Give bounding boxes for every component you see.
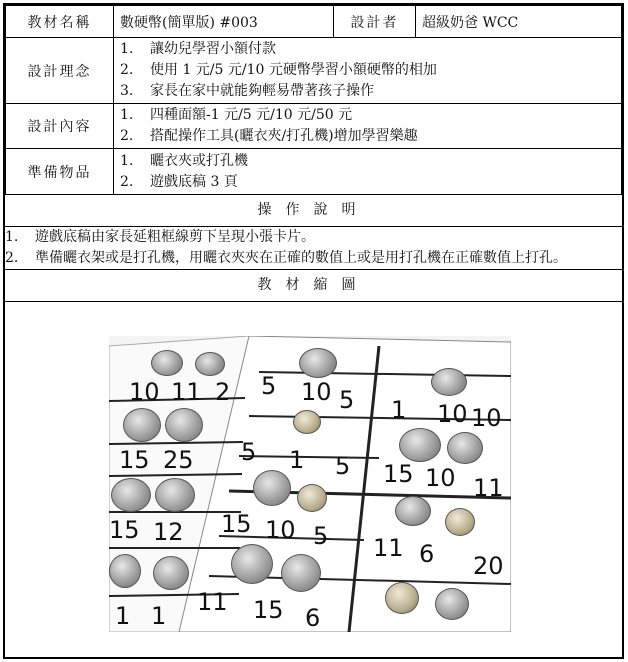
card-number: 10	[437, 400, 468, 428]
coin-icon	[111, 478, 151, 512]
coin-icon	[385, 582, 419, 614]
preview-title: 教材縮圖	[5, 270, 622, 302]
coin-icon	[445, 508, 475, 536]
coin-icon	[151, 350, 183, 376]
preview-photo	[109, 336, 511, 632]
coin-icon	[231, 544, 273, 584]
card-number: 11	[373, 534, 404, 562]
coin-icon	[253, 470, 291, 506]
coin-icon	[447, 432, 483, 464]
coin-icon	[123, 408, 161, 442]
content-list	[114, 104, 622, 149]
card-number: 10	[265, 516, 296, 544]
list-item: 1. 遊戲底稿由家長延粗框線剪下呈現小張卡片。	[5, 229, 315, 245]
materials-list	[114, 149, 622, 195]
card-number: 2	[215, 378, 231, 406]
card-number: 15	[119, 446, 150, 474]
card-number: 25	[163, 446, 194, 474]
instructions-list	[5, 227, 622, 270]
card-number: 15	[253, 596, 284, 624]
card-number: 10	[301, 378, 332, 406]
coin-icon	[395, 496, 431, 526]
card-number: 11	[473, 474, 504, 502]
content-label: 設計內容	[6, 104, 114, 149]
card-number: 10	[425, 464, 456, 492]
list-item: 3. 家長在家中就能夠輕易帶著孩子操作	[120, 83, 374, 99]
coin-icon	[281, 554, 321, 592]
coin-icon	[293, 410, 321, 434]
card-number: 5	[313, 522, 329, 550]
card-number: 10	[129, 378, 160, 406]
designer-label: 設計者	[334, 6, 416, 38]
designer-value: 超級奶爸 WCC	[416, 6, 622, 38]
concept-label: 設計理念	[6, 38, 114, 104]
instructions-title: 操作說明	[5, 195, 622, 227]
card-number: 1	[115, 602, 131, 630]
coin-icon	[195, 352, 225, 376]
list-item: 1. 曬衣夾或打孔機	[120, 152, 248, 169]
coin-icon	[435, 588, 469, 620]
card-number: 5	[339, 386, 355, 414]
card-number: 6	[419, 540, 435, 568]
list-item: 2. 搭配操作工具(曬衣夾/打孔機)增加學習樂趣	[120, 128, 418, 144]
info-table	[5, 5, 622, 195]
name-value: 數硬幣(簡單版) #003	[114, 6, 334, 38]
materials-label: 準備物品	[6, 149, 114, 195]
list-item: 1. 四種面額-1 元/5 元/10 元/50 元	[120, 107, 353, 123]
coin-icon	[431, 368, 467, 396]
coin-icon	[109, 554, 141, 588]
card-number: 5	[261, 372, 277, 400]
card-number: 1	[151, 602, 167, 630]
list-item: 2. 遊戲底稿 3 頁	[120, 173, 238, 190]
coin-icon	[155, 478, 195, 512]
card-number: 15	[109, 516, 140, 544]
card-number: 1	[391, 396, 407, 424]
coin-icon	[399, 428, 441, 462]
list-item: 1. 讓幼兒學習小額付款	[120, 41, 276, 57]
coin-icon	[165, 408, 203, 442]
list-item: 2. 使用 1 元/5 元/10 元硬幣學習小額硬幣的相加	[120, 62, 437, 78]
card-number: 15	[221, 510, 252, 538]
name-label: 教材名稱	[6, 6, 114, 38]
list-item: 2. 準備曬衣架或是打孔機，用曬衣夾夾在正確的數值上或是用打孔機在正確數值上打孔。	[5, 250, 567, 266]
coin-icon	[299, 348, 337, 378]
card-number: 11	[171, 378, 202, 406]
card-number: 12	[153, 518, 184, 546]
card-number: 20	[473, 552, 504, 580]
coin-icon	[153, 556, 189, 590]
card-number: 6	[305, 604, 321, 632]
card-number: 5	[335, 452, 351, 480]
card-number: 15	[383, 460, 414, 488]
card-number: 5	[241, 438, 257, 466]
coin-icon	[297, 484, 327, 512]
card-number: 1	[289, 446, 305, 474]
card-number: 11	[197, 588, 228, 616]
card-number: 10	[471, 404, 502, 432]
concept-list	[114, 38, 622, 104]
